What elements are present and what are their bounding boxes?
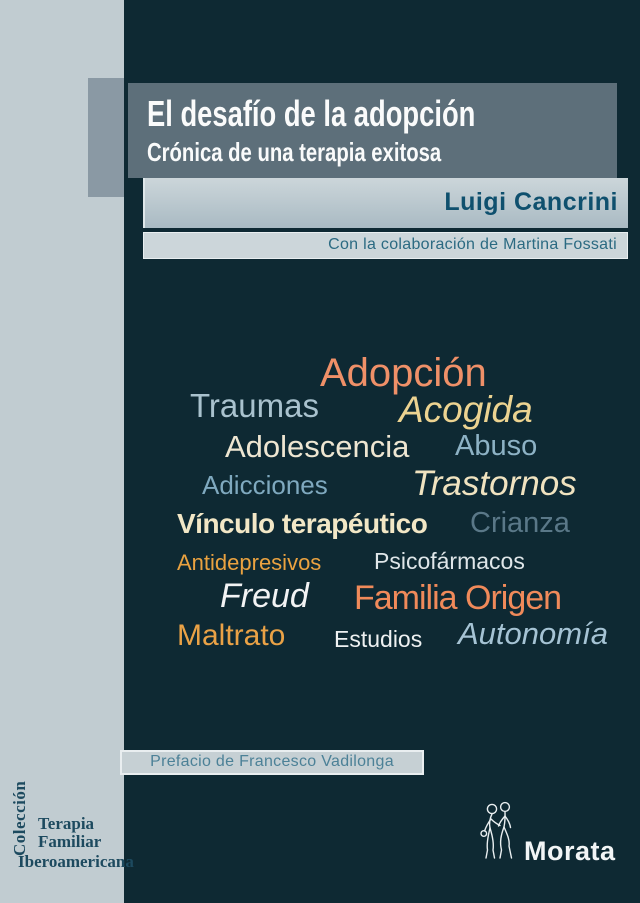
book-title: El desafío de la adopción [147, 93, 476, 134]
cloud-word-crianza: Crianza [470, 507, 570, 539]
cloud-word-acogida: Acogida [399, 389, 533, 430]
collection-line-terapia: Terapia [38, 814, 95, 833]
author-name: Luigi Cancrini [444, 188, 618, 216]
cloud-word-maltrato: Maltrato [177, 619, 286, 652]
collection-label-vertical: Colección [10, 780, 29, 856]
title-band [128, 83, 617, 178]
cloud-word-trastornos: Trastornos [412, 464, 577, 503]
publisher-name: Morata [524, 836, 616, 866]
cloud-word-familia-origen: Familia Origen [354, 579, 562, 617]
cloud-word-adolescencia: Adolescencia [225, 429, 410, 464]
collection-line-iberoamericana: Iberoamericana [18, 852, 134, 871]
cloud-word-psicofarmacos: Psicofármacos [374, 548, 525, 574]
collection-line-familiar: Familiar [38, 832, 102, 851]
cloud-word-adicciones: Adicciones [202, 470, 328, 500]
cloud-word-traumas: Traumas [190, 387, 319, 424]
cloud-word-antidepresivos: Antidepresivos [177, 550, 322, 575]
collaboration-band [143, 232, 628, 259]
couple-figures-icon [476, 800, 522, 864]
cloud-word-vinculo-terapeutico: Vínculo terapéutico [177, 508, 428, 539]
collaboration-credit: Con la colaboración de Martina Fossati [328, 236, 617, 253]
preface-credit: Prefacio de Francesco Vadilonga [150, 753, 394, 770]
preface-band [120, 750, 424, 775]
book-subtitle: Crónica de una terapia exitosa [147, 137, 442, 168]
author-band [143, 178, 628, 228]
cloud-word-estudios: Estudios [334, 626, 423, 652]
cloud-word-adopcion: Adopción [320, 351, 487, 395]
cloud-word-abuso: Abuso [455, 430, 538, 462]
collection-series-name [38, 815, 101, 851]
cloud-word-autonomia: Autonomía [458, 616, 608, 651]
accent-square [88, 78, 124, 197]
cloud-word-freud: Freud [220, 577, 309, 615]
